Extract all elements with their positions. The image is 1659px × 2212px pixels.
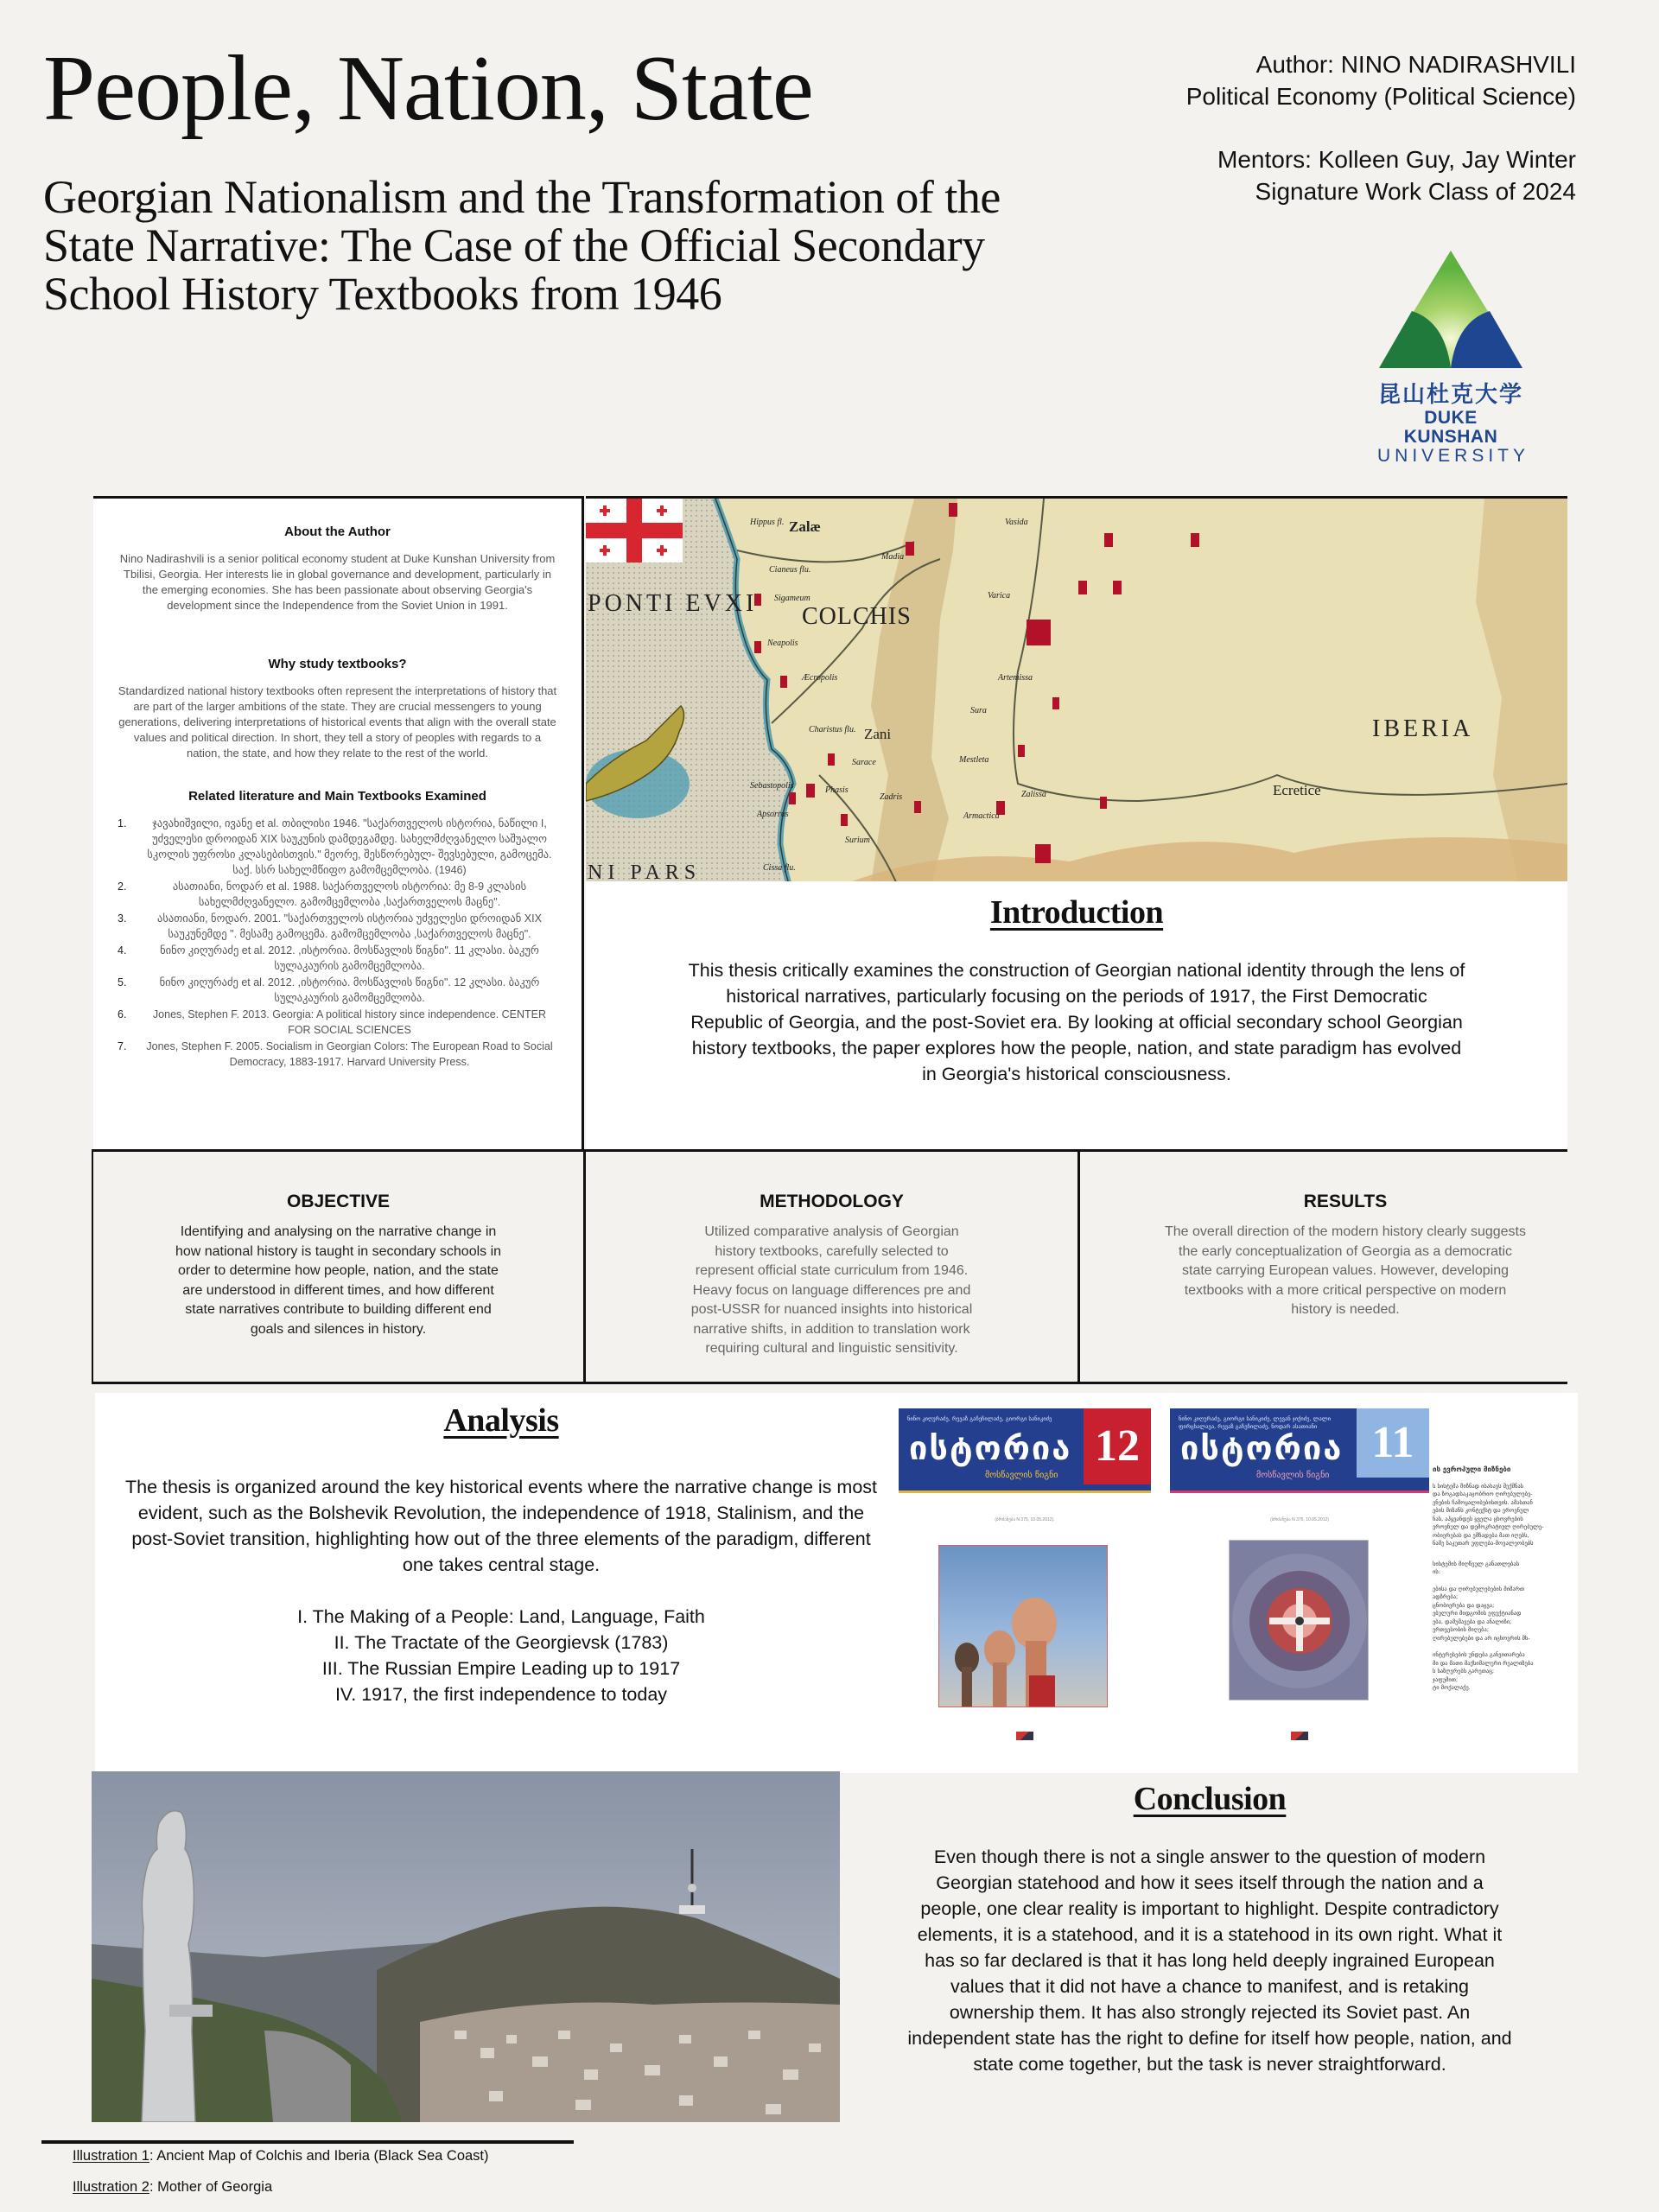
logo-chinese-name: 昆山杜克大学 — [1377, 382, 1523, 408]
cover-note: (ბრძანება N 375, 10.05.2012). — [995, 1517, 1055, 1522]
svg-text:Neapolis: Neapolis — [767, 639, 798, 648]
excerpt-line: ნამე საკუთარ უფლება-მოვალეობებს — [1433, 1540, 1534, 1547]
excerpt-line: ცნობიერება და დაცვა; — [1433, 1601, 1495, 1609]
reference-number: 2. — [118, 880, 127, 893]
author-name: Author: NINO NADIRASHVILI — [1255, 51, 1576, 78]
why-section — [118, 657, 557, 761]
caption-label: Illustration 1 — [73, 2148, 149, 2164]
excerpt-line: ნას, აჰყვანდეს ყველა ცხოვრების — [1433, 1515, 1523, 1522]
svg-text:Sura: Sura — [970, 706, 987, 715]
author-major: Political Economy (Political Science) — [1185, 83, 1576, 110]
cover-authors: ნინო კიღურაძე, გიორგი სანიკიძე, ლევან ჯიქიძე, ლალი ფირცხალავა, რევაზ გაჩეჩილაძე, ნოდარ ასათიანი — [1179, 1415, 1332, 1430]
analysis-heading: Analysis — [443, 1402, 559, 1439]
excerpt-line: ინტერესების უნდება განვითარება — [1433, 1651, 1525, 1658]
grade-badge: 11 — [1357, 1408, 1429, 1478]
methodology-box — [586, 1149, 1080, 1384]
svg-text:Varica: Varica — [988, 591, 1011, 601]
about-section — [118, 524, 557, 613]
conclusion-body: Even though there is not a single answer to the question of modern Georgian statehood and how it sees itself through the nation and a people, one clear reality is important to highlight. Despite contradictory elements, it is a statehood, and it is a statehood in its own right. What it has so far declared is that it has long held deeply ingrained European values that it did not have a chance to manifest, and is retaking ownership them. It has also strongly rejected its Soviet past. An independent state has the right to define for itself how people, nation, and state come together, but the task is never straightforward. — [907, 1847, 1512, 2075]
references-section — [118, 789, 557, 1070]
reference-number: 6. — [118, 1008, 127, 1020]
excerpt-line: ერთვესობის მიღება; — [1433, 1626, 1490, 1633]
caption-divider — [41, 2140, 574, 2144]
chapter-item: III. The Russian Empire Leading up to 1917 — [321, 1658, 681, 1679]
excerpt-line: ების მიზანს კონტექსტ და ეროვნულ — [1433, 1507, 1529, 1514]
caption-label: Illustration 2 — [73, 2179, 149, 2195]
caption-text: : Mother of Georgia — [149, 2179, 273, 2195]
svg-text:Madia: Madia — [881, 552, 905, 562]
svg-text:Æcropolis: Æcropolis — [802, 673, 838, 683]
reference-text: ასათიანი, ნოდარ. 2001. "საქართველოს ისტორია უძველესი დროიდან XIX საუკუნემდე ". მესამე გამოცემა. გამომცემლობა ,საქართველოს მაცნე". — [157, 912, 542, 940]
textbook-cover-grade-11 — [1170, 1408, 1429, 1754]
reference-text: ნინო კიღურაძე et al. 2012. ,ისტორია. მოსწავლის წიგნი". 11 კლასი. ბაკურ სულაკაურის გამომცემლობა. — [160, 944, 539, 972]
reference-text: Jones, Stephen F. 2005. Socialism in Georgian Colors: The European Road to Social Democracy, 1883-1917. Harvard University Press. — [146, 1040, 553, 1068]
caption-illustration-2 — [73, 2179, 272, 2196]
chapter-list — [121, 1604, 881, 1707]
excerpt-heading: ის ევროპული მიზნები — [1433, 1465, 1511, 1473]
cover-authors: ნინო კიღურაძე, რევაზ გაჩეჩილაძე, გიორგი სანიკიძე — [907, 1415, 1052, 1422]
reference-number: 5. — [118, 976, 127, 988]
conclusion-heading: Conclusion — [1133, 1781, 1287, 1817]
reference-item — [118, 975, 557, 1006]
excerpt-line: ებისა და ღირებულებების მიმართ — [1433, 1585, 1525, 1592]
logo-english-line1: DUKE KUNSHAN — [1403, 408, 1498, 447]
analysis-section — [95, 1393, 1578, 1773]
cover-photo-church-dome — [1229, 1540, 1369, 1700]
excerpt-line: ჯაფუმით; — [1433, 1675, 1459, 1683]
svg-text:Zadris: Zadris — [880, 792, 903, 802]
svg-text:Sigameum: Sigameum — [774, 594, 810, 603]
caption-text: : Ancient Map of Colchis and Iberia (Black Sea Coast) — [149, 2148, 489, 2164]
excerpt-line: ეროვნულ და დემოკრატიულ ღირებულე- — [1433, 1523, 1544, 1530]
reference-text: ასათიანი, ნოდარ et al. 1988. საქართველოს ისტორია: მე 8-9 კლასის სახელმძღვანელო. გამომცემლობა ,საქართველოს მაცნე". — [172, 880, 527, 908]
caption-illustration-1 — [73, 2148, 489, 2164]
analysis-body: The thesis is organized around the key historical events where the narrative change is most evident, such as the Bolshevik Revolution, the independence of 1918, Stalinism, and the post-Soviet transition, highlighting how out of the three elements of the paradigm, different one takes central stage. — [124, 1477, 877, 1575]
cover-title: ისტორია — [909, 1429, 1072, 1467]
class-year: Signature Work Class of 2024 — [1255, 178, 1576, 205]
grade-badge: 12 — [1084, 1408, 1151, 1484]
references-heading: Related literature and Main Textbooks Examined — [188, 789, 486, 804]
conclusion-section — [847, 1780, 1573, 2077]
introduction-heading: Introduction — [989, 894, 1164, 931]
reference-number: 3. — [118, 912, 127, 925]
cover-subtitle: მოსწავლის წიგნი — [985, 1471, 1058, 1480]
svg-text:Surium: Surium — [845, 836, 870, 845]
ancient-map-image — [586, 499, 1567, 881]
svg-text:Cissa flu.: Cissa flu. — [763, 863, 796, 873]
illustration-1-map — [586, 496, 1567, 881]
svg-text:Hippus fl.: Hippus fl. — [750, 518, 785, 527]
reference-text: ნინო კიღურაძე et al. 2012. ,ისტორია. მოსწავლის წიგნი". 12 კლასი. ბაკურ სულაკაურის გამომცემლობა. — [159, 976, 540, 1004]
excerpt-line: ღირებულებები და არ იცხოვრის მხ- — [1433, 1634, 1530, 1642]
excerpt-line: ტი მოქალაქე. — [1433, 1684, 1471, 1691]
georgian-flag-icon — [586, 499, 683, 563]
svg-text:Zalæ: Zalæ — [789, 518, 821, 535]
reference-text: ჯავახიშვილი, ივანე et al. თბილისი 1946. "საქართველოს ისტორია, ნაწილი I, უძველესი დროიდან XIX საუკუნის დამდეგამდე. სახელმძღვანელო საშუალო სკოლის უფროსი კლასებისთვის." მეორე, შესწორებულ- შევსებული, გამოცემა. საქ. სსრ სახელმწიფო გამომცემლობა. (1946) — [147, 817, 552, 876]
excerpt-line: ობიერებას და ემზადება მათ იღებს, — [1433, 1531, 1529, 1539]
cover-stripe — [899, 1491, 1151, 1493]
why-body: Standardized national history textbooks often represent the interpretations of history that are part of the larger ambitions of the state. They are crucial messengers to young generations, delivering interpretations of historical events that align with the overall state values and political direction. In short, they tell a story of peoples with regards to a nation, the state, and how they relate to the rest of the world. — [118, 684, 557, 760]
results-body: The overall direction of the modern history clearly suggests the early conceptualization of Georgia as a democratic state carrying European values. However, developing textbooks with a more critical perspective on modern history is needed. — [1165, 1224, 1526, 1317]
svg-text:Phasis: Phasis — [825, 785, 849, 795]
excerpt-line: ენების ჩამოყალიბებისთვის. ამასთან — [1433, 1498, 1533, 1506]
reference-number: 1. — [118, 817, 127, 830]
results-box — [1080, 1149, 1567, 1384]
introduction-section — [586, 881, 1567, 1149]
svg-text:Sebastopolis: Sebastopolis — [750, 781, 794, 791]
svg-text:Zalissa: Zalissa — [1021, 790, 1046, 799]
svg-text:Cianeus flu.: Cianeus flu. — [769, 565, 811, 575]
why-heading: Why study textbooks? — [268, 657, 407, 671]
reference-number: 7. — [118, 1040, 127, 1052]
textbook-page-excerpt — [1433, 1465, 1562, 1693]
svg-text:Armactica: Armactica — [963, 811, 1000, 821]
textbook-cover-grade-12 — [899, 1408, 1151, 1754]
cover-header — [899, 1408, 1151, 1493]
dku-logo — [1377, 249, 1530, 466]
excerpt-line: სისტემის მიღწეულ განათლებას — [1433, 1560, 1520, 1567]
reference-number: 4. — [118, 944, 127, 957]
svg-text:NI PARS: NI PARS — [588, 861, 702, 881]
reference-item — [118, 1007, 557, 1038]
objective-heading: OBJECTIVE — [286, 1192, 391, 1211]
chapter-item: I. The Making of a People: Land, Language, Faith — [297, 1606, 705, 1627]
logo-english-line2: UNIVERSITY — [1377, 446, 1530, 466]
about-heading: About the Author — [284, 524, 391, 539]
cover-title: ისტორია — [1180, 1429, 1344, 1467]
chapter-item: II. The Tractate of the Georgievsk (1783) — [334, 1632, 669, 1653]
author-panel — [93, 496, 584, 1149]
publisher-logo-icon — [1291, 1732, 1308, 1740]
illustration-2-photo — [92, 1771, 840, 2122]
svg-text:Apsorrus: Apsorrus — [757, 810, 789, 819]
introduction-body: This thesis critically examines the construction of Georgian national identity through the lens of historical narratives, particularly focusing on the periods of 1917, the First Democratic Republic of Georgia, and the post-Soviet era. By looking at official secondary school Georgian history textbooks, the paper explores how the people, nation, and state paradigm has evolved in Georgia's historical consciousness. — [688, 960, 1465, 1084]
cover-note: (ბრძანება N 375, 10.05.2012) — [1270, 1517, 1329, 1522]
methodology-body: Utilized comparative analysis of Georgian history textbooks, carefully selected to represent official state curriculum from 1946. Heavy focus on language differences pre and post-USSR for nuanced insights into historical narrative shifts, in addition to translation work requiring cultural and linguistic sensitivity. — [690, 1224, 973, 1356]
svg-text:Charistus flu.: Charistus flu. — [809, 725, 856, 734]
objective-body: Identifying and analysing on the narrative change in how national history is taught in secondary schools in order to determine how people, nation, and the state are understood in different times, and how different state narratives contribute to building different end goals and silences in history. — [175, 1224, 502, 1337]
poster-subtitle: Georgian Nationalism and the Transformation of the State Narrative: The Case of the Official Secondary School History Textbooks from 1946 — [43, 171, 1001, 320]
excerpt-line: ის: — [1433, 1568, 1440, 1575]
reference-item — [118, 1039, 557, 1070]
svg-text:Artemissa: Artemissa — [998, 673, 1033, 683]
references-list — [118, 816, 557, 1070]
analysis-text — [121, 1402, 881, 1707]
svg-text:Zani: Zani — [864, 726, 892, 742]
cover-photo-raised-hands — [938, 1545, 1108, 1707]
excerpt-line: მი და მათი მაქსიმალური რეალიზება — [1433, 1659, 1534, 1667]
excerpt-line: ს სისტემა მიზნად ისახავს შექმნას — [1433, 1482, 1524, 1490]
svg-text:PONTI EVXI: PONTI EVXI — [588, 590, 758, 617]
mother-of-georgia-image — [92, 1771, 840, 2122]
excerpt-line: ება, დამუშავება და ანალიზი; — [1433, 1618, 1512, 1625]
svg-text:Vasida: Vasida — [1005, 518, 1028, 527]
cover-header — [1170, 1408, 1429, 1493]
reference-item — [118, 943, 557, 974]
svg-text:Sarace: Sarace — [852, 758, 876, 767]
mentors: Mentors: Kolleen Guy, Jay Winter — [1217, 146, 1576, 173]
excerpt-line: ს საზღვრებს გარეთაც; — [1433, 1668, 1495, 1675]
reference-item — [118, 879, 557, 910]
excerpt-line: და ზოგადსაკაცობრიო ღირებულებე- — [1433, 1491, 1533, 1497]
poster-title: People, Nation, State — [43, 37, 813, 140]
reference-item — [118, 816, 557, 878]
svg-text:COLCHIS: COLCHIS — [802, 603, 912, 630]
about-body: Nino Nadirashvili is a senior political economy student at Duke Kunshan University from Tbilisi, Georgia. Her interests lie in global governance and development, particularly in the emerging economies. She has been passionate about observing Georgia's development since the Independence from the Soviet Union in 1991. — [119, 552, 556, 612]
chapter-item: IV. 1917, the first independence to today — [334, 1684, 668, 1705]
cover-subtitle: მოსწავლის წიგნი — [1256, 1471, 1330, 1480]
cover-stripe — [1170, 1491, 1429, 1493]
objective-box — [92, 1149, 586, 1384]
results-heading: RESULTS — [1303, 1192, 1388, 1211]
dku-mountain-icon — [1377, 249, 1524, 370]
excerpt-line: ადზრება; — [1433, 1593, 1459, 1600]
methodology-heading: METHODOLOGY — [760, 1192, 904, 1211]
svg-text:IBERIA: IBERIA — [1372, 715, 1474, 742]
excerpt-line: ებულური მიდგომის ეფექტიანად — [1433, 1610, 1522, 1617]
svg-text:Mestleta: Mestleta — [959, 755, 989, 765]
reference-text: Jones, Stephen F. 2013. Georgia: A political history since independence. CENTER FOR SOCIAL SCIENCES — [152, 1008, 547, 1036]
svg-text:Ecretice: Ecretice — [1273, 782, 1321, 798]
publisher-logo-icon — [1016, 1732, 1033, 1740]
author-info — [1186, 48, 1576, 207]
reference-item — [118, 911, 557, 942]
